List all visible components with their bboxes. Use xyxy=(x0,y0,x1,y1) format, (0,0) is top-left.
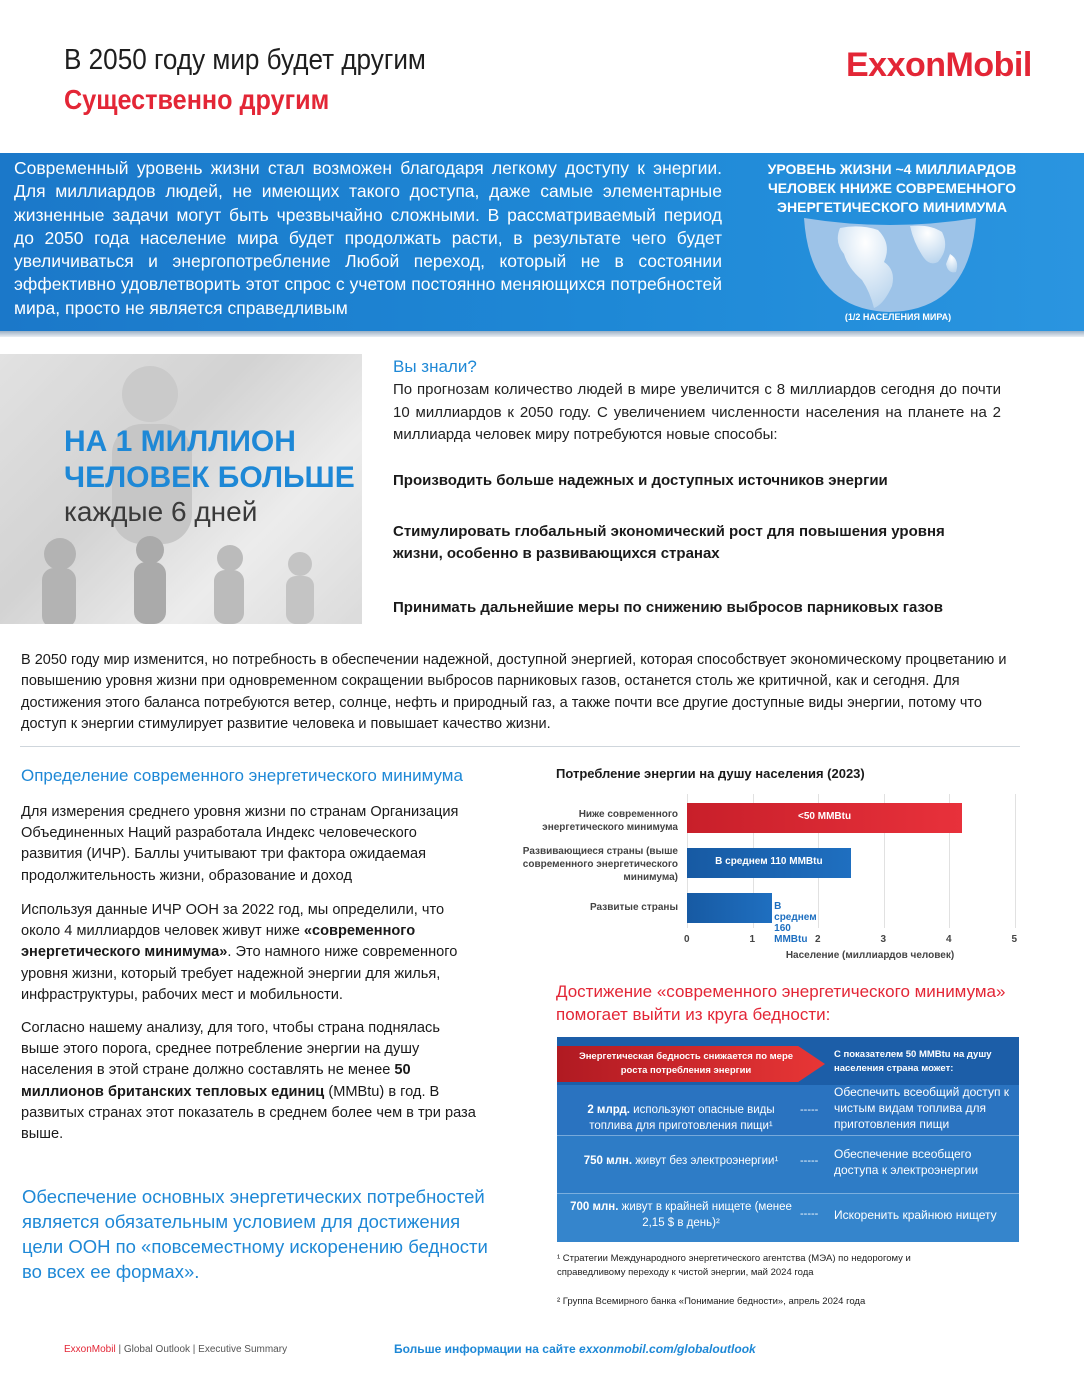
poverty-row-left-0-text: используют опасные виды топлива для приготовления пищи¹ xyxy=(589,1104,775,1132)
poverty-row-left-0 xyxy=(565,1102,797,1134)
row-divider xyxy=(557,1135,1019,1136)
footer-more-text: Больше информации на сайте xyxy=(394,1342,580,1356)
poverty-heading: Достижение «современного энергетического минимума» помогает выйти из круга бедности: xyxy=(556,982,1006,1024)
poverty-row-right-2: Искоренить крайнюю нищету xyxy=(834,1208,997,1222)
page-subtitle: Существенно другим xyxy=(64,84,330,115)
chart-category-2: Развитые страны xyxy=(590,902,678,913)
chart-bar-1 xyxy=(687,848,851,878)
poverty-row-left-1-bold: 750 млн. xyxy=(583,1155,633,1167)
chart-x-label: Население (миллиардов человек) xyxy=(785,950,955,961)
photo-line2: ЧЕЛОВЕК БОЛЬШЕ xyxy=(64,461,355,494)
chart-x-tick: 0 xyxy=(684,934,690,945)
definition-p2 xyxy=(21,900,479,1006)
chart-x-tick: 4 xyxy=(946,934,952,945)
page-title: В 2050 году мир будет другим xyxy=(64,44,426,76)
intro-text: Современный уровень жизни стал возможен благодаря легкому доступу к энергии. Для миллиардов людей, не имеющих такого доступа, даже самые элементарные жизненные задачи могут быть чрезвычайно сложными. В рассматриваемый период до 2050 года население мира будет продолжать расти, в результате чего будет увеличиваться и энергопотребление Любой переход, который не в состоянии эффективно удовлетворить этот спрос с учетом постоянно меняющихся потребностей мира, просто не является справедливым xyxy=(14,158,722,318)
point-growth: Стимулировать глобальный экономический рост для повышения уровня жизни, особенно в развивающихся странах xyxy=(393,523,945,562)
p3-part-b: 50 миллионов британских тепловых единиц xyxy=(21,1062,411,1100)
footnote-2: ² Группа Всемирного банка «Понимание бедности», апрель 2024 года xyxy=(557,1296,866,1307)
p2-part-a: Используя данные ИЧР ООН за 2022 год, мы определили, что около 4 миллиардов человек живут ниже xyxy=(21,902,445,940)
poverty-row-left-2-text: живут в крайней нищете (менее 2,15 $ в день)² xyxy=(618,1201,792,1229)
chart-category-1: Развивающиеся страны (выше современного энергетического минимума) xyxy=(522,846,678,883)
did-you-know-text: По прогнозам количество людей в мире увеличится с 8 миллиардов сегодня до почти 10 миллиардов к 2050 году. С увеличением численности населения на планете на 2 миллиарда человек миру потребуются новые способы: xyxy=(393,381,1001,443)
poverty-dash-0: ----- xyxy=(800,1104,819,1116)
footer-publication: | Global Outlook | Executive Summary xyxy=(115,1344,288,1355)
footnote-1: ¹ Стратегии Международного энергетического агентства (МЭА) по недорогому и справедливому переходу к чистой энергии, май 2024 года xyxy=(557,1253,911,1278)
chart-title: Потребление энергии на душу населения (2023) xyxy=(556,766,865,781)
poverty-row-left-1-text: живут без электроэнергии¹ xyxy=(632,1155,779,1167)
chart-x-tick: 5 xyxy=(1011,934,1018,945)
chart-category-0: Ниже современного энергетического минимума xyxy=(542,809,678,833)
definition-heading: Определение современного энергетического минимума xyxy=(21,766,463,785)
chart-x-tick: 2 xyxy=(815,934,821,945)
chart-bar-0 xyxy=(687,803,962,833)
row-divider xyxy=(557,1193,1019,1194)
poverty-row-left-2-bold: 700 млн. xyxy=(570,1201,619,1213)
photo-line3: каждые 6 дней xyxy=(64,496,258,527)
p2-part-c: . Это намного ниже современного уровня жизни, который требует надежной энергии для жилья, инфраструктуры, рабочих мест и мобильности. xyxy=(21,944,458,1003)
poverty-row-left-2 xyxy=(565,1199,797,1231)
chart-x-tick: 1 xyxy=(749,934,756,945)
definition-p3 xyxy=(21,1018,479,1145)
callout-caption: (1/2 НАСЕЛЕНИЯ МИРА) xyxy=(844,312,952,322)
p3-part-a: Согласно нашему анализу, для того, чтобы страна поднялась выше этого порога, среднее потребление энергии на душу населения в этой стране должно составлять не менее xyxy=(21,1020,440,1079)
poverty-dash-2: ----- xyxy=(800,1208,819,1220)
chart-x-tick: 3 xyxy=(880,934,887,945)
chart-bar-label-1: В среднем 110 MMBtu xyxy=(715,856,823,867)
photo-line1: НА 1 МИЛЛИОН xyxy=(64,425,296,458)
photo-headline xyxy=(64,424,355,496)
divider xyxy=(20,746,1020,747)
poverty-row-left-1 xyxy=(565,1153,797,1169)
did-you-know-heading: Вы знали? xyxy=(393,357,477,376)
exxonmobil-logo: ExxonMobil xyxy=(846,46,1032,84)
un-quote: Обеспечение основных энергетических потребностей является обязательным условием для достижения цели ООН по «повсеместному искоренению бедности во всех ее формах». xyxy=(22,1186,488,1282)
band-shadow xyxy=(0,331,1084,337)
poverty-row-right-1: Обеспечение всеобщего доступа к электроэнергии xyxy=(834,1147,979,1177)
chart-bar-2 xyxy=(687,893,817,945)
footer-link[interactable]: exxonmobil.com/globaloutlook xyxy=(579,1342,756,1356)
poverty-row-right-0: Обеспечить всеобщий доступ к чистым видам топлива для приготовления пищи xyxy=(834,1085,1010,1131)
footer-more-info xyxy=(394,1342,756,1356)
p3-part-c: (MMBtu) в год. В развитых странах этот показатель в среднем более чем в три раза выше. xyxy=(21,1083,476,1143)
poverty-right-header: С показателем 50 MMBtu на душу населения страна может: xyxy=(834,1049,992,1074)
chart-gridline xyxy=(1015,794,1016,928)
point-energy: Производить больше надежных и доступных источников энергии xyxy=(393,472,888,489)
intro-callout: УРОВЕНЬ ЖИЗНИ ~4 МИЛЛИАРДОВ ЧЕЛОВЕК ННИЖЕ СОВРЕМЕННОГО ЭНЕРГЕТИЧЕСКОГО МИНИМУМА xyxy=(767,161,1017,215)
p2-part-b: «современного энергетического минимума» xyxy=(21,923,416,961)
point-emissions: Принимать дальнейшие меры по снижению выбросов парниковых газов xyxy=(393,599,943,616)
poverty-row-left-0-bold: 2 млрд. xyxy=(587,1104,630,1116)
poverty-arrow-text: Энергетическая бедность снижается по мере роста потребления энергии xyxy=(578,1051,794,1076)
definition-p1: Для измерения среднего уровня жизни по странам Организация Объединенных Наций разработала Индекс человеческого развития (ИЧР). Баллы учитывают три фактора ожидаемая продолжительность жизни, образование и доход xyxy=(21,804,459,884)
globe-icon xyxy=(800,214,980,314)
footer-left xyxy=(64,1344,287,1355)
chart-bar-label-0: <50 MMBtu xyxy=(798,811,852,822)
footer-brand: ExxonMobil xyxy=(64,1344,116,1355)
chart-bar-label-2: В среднем 160 MMBtu xyxy=(774,901,817,945)
main-paragraph: В 2050 году мир изменится, но потребность в обеспечении надежной, доступной энергией, которая способствует экономическому процветанию и повышению уровня жизни при одновременном сокращении выбросов парниковых газов, останется столь же критичной, как и сегодня. Для достижения этого баланса потребуются ветер, солнце, нефть и природный газ, а также почти все другие доступные виды энергии, потому что доступ к энергии стимулирует развитие человека и повышает качество жизни. xyxy=(21,652,1007,732)
poverty-dash-1: ----- xyxy=(800,1155,819,1167)
